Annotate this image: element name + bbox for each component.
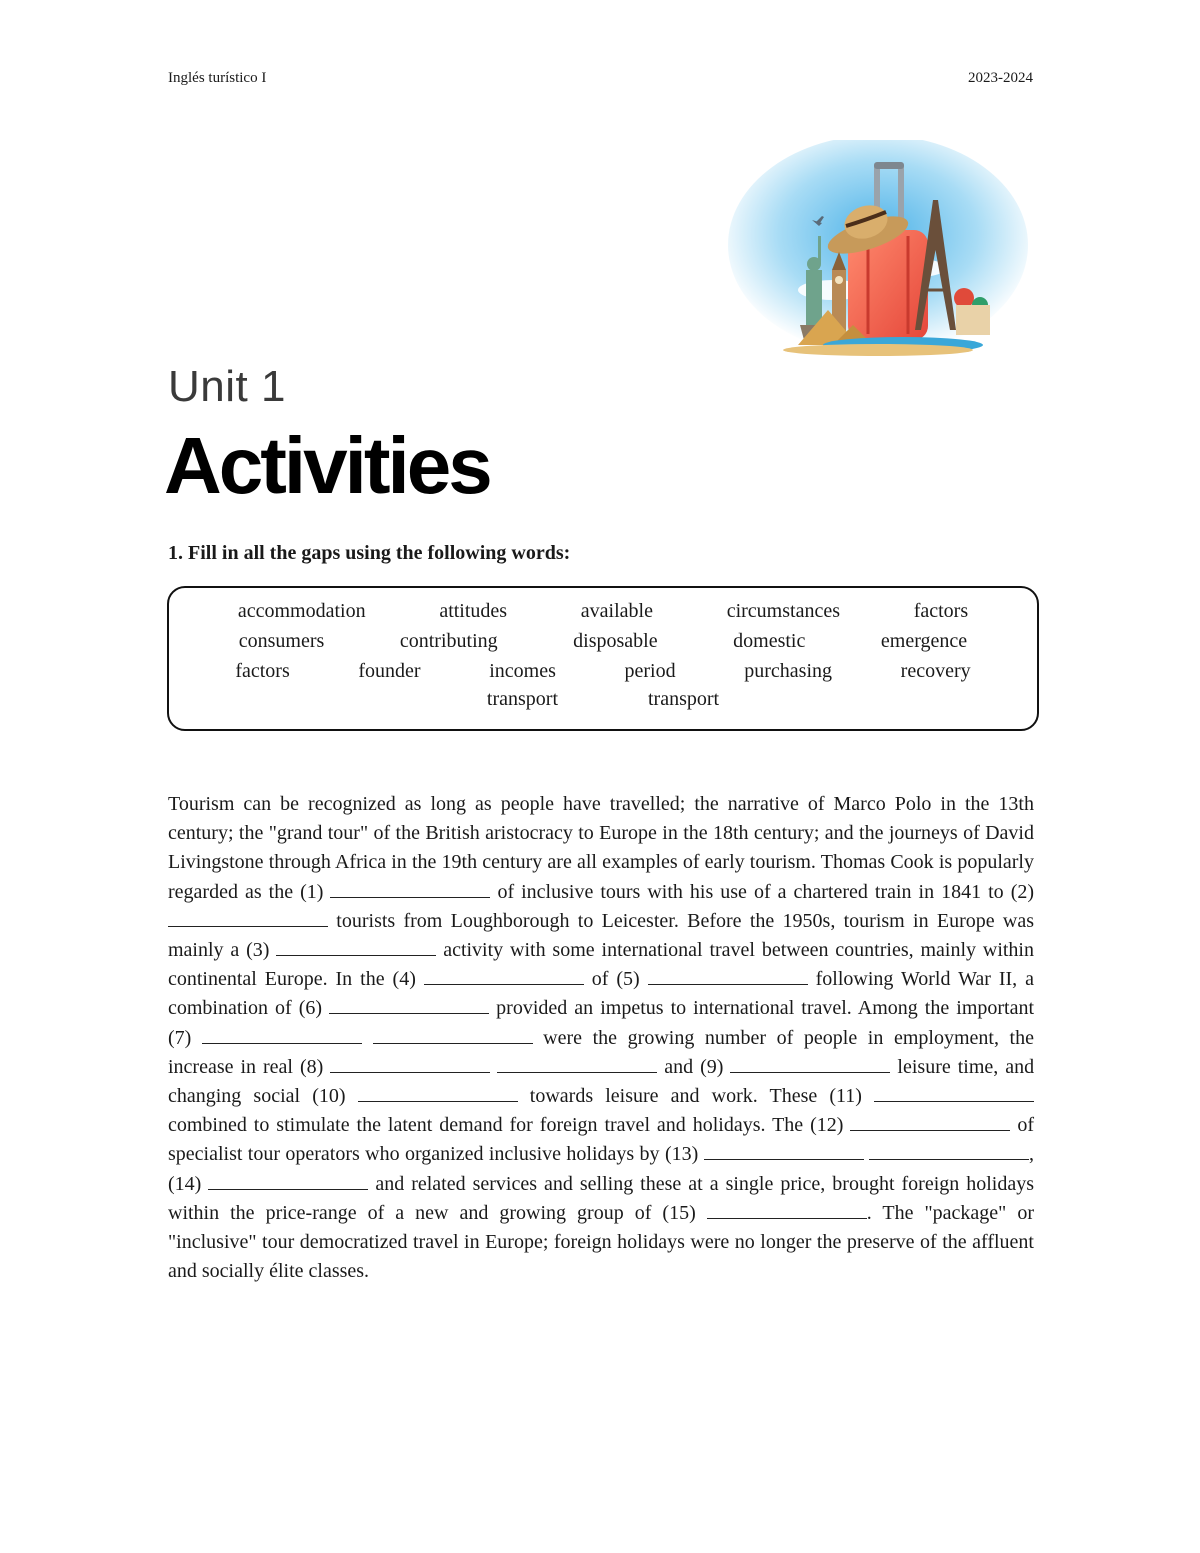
gap-blank[interactable] xyxy=(850,1112,1010,1131)
unit-label: Unit 1 xyxy=(168,362,286,411)
passage-text: following World War II, a combination of xyxy=(168,968,1034,1020)
passage-text: of specialist tour operators who organized inclusive holidays by xyxy=(168,1114,1034,1166)
word-bank-item: accommodation xyxy=(237,600,366,622)
page-title: Activities xyxy=(164,421,490,510)
passage-text: tourists from Loughborough to Leicester. Before the 1950s, tourism in Europe was mainly a xyxy=(168,909,1035,962)
gap-number: (7) xyxy=(168,1026,192,1049)
exercise-instruction: 1. Fill in all the gaps using the following words: xyxy=(168,542,571,564)
passage-text: activity with some international travel between countries, mainly within continental Europe. In the xyxy=(168,939,1034,991)
passage-text: , xyxy=(1029,1143,1035,1166)
gap-number: (2) xyxy=(1010,880,1035,903)
word-bank-row xyxy=(169,630,1037,653)
word-bank xyxy=(167,586,1039,731)
gap-blank[interactable] xyxy=(330,1054,490,1073)
gap-number: (6) xyxy=(298,997,323,1020)
gap-blank[interactable] xyxy=(704,1141,864,1160)
gap-blank[interactable] xyxy=(424,966,584,985)
passage-text: provided an impetus to international travel. Among the important xyxy=(496,997,1035,1020)
word-bank-row xyxy=(169,688,1037,711)
word-bank-item: transport xyxy=(486,688,558,710)
gap-number: (5) xyxy=(616,968,640,991)
gap-blank[interactable] xyxy=(202,1025,362,1044)
word-bank-row xyxy=(169,660,1037,683)
academic-year: 2023-2024 xyxy=(968,70,1033,86)
passage-text: Tourism can be recognized as long as people have travelled; the narrative of Marco Polo in the 13th century; the "grand tour" of the British aristocracy to Europe in the 18th century; and the journeys of David Livingstone through Africa in the 19th century are all examples of early tourism. Thomas Cook is popularly regarded as the xyxy=(168,793,1034,903)
passage-text: combined to stimulate the latent demand for foreign travel and holidays. The xyxy=(168,1114,804,1137)
word-bank-item: domestic xyxy=(733,630,806,652)
gap-number: (8) xyxy=(299,1055,324,1078)
gap-blank[interactable] xyxy=(730,1054,890,1073)
passage-text: of inclusive tours with his use of a chartered train in 1841 to xyxy=(497,880,1004,903)
gap-blank[interactable] xyxy=(869,1141,1029,1160)
gap-number: (1) xyxy=(300,880,324,903)
gap-blank[interactable] xyxy=(373,1025,533,1044)
gap-number: (9) xyxy=(700,1055,724,1078)
word-bank-item: contributing xyxy=(399,630,498,652)
gap-blank[interactable] xyxy=(168,908,328,927)
travel-illustration xyxy=(728,140,1028,360)
gap-number: (3) xyxy=(246,939,270,962)
gap-blank[interactable] xyxy=(208,1171,368,1190)
passage-text: towards leisure and work. These xyxy=(529,1085,818,1108)
passage-text: were the growing number of people in employment, the increase in real xyxy=(168,1026,1034,1078)
passage-text: of xyxy=(591,968,609,991)
passage-text: and xyxy=(664,1055,694,1078)
course-name: Inglés turístico I xyxy=(168,70,267,86)
word-bank-item: factors xyxy=(235,660,290,682)
gap-number: (4) xyxy=(392,968,416,991)
word-bank-item: recovery xyxy=(900,660,971,682)
word-bank-item: emergence xyxy=(880,630,968,652)
passage-text: and related services and selling these at a single price, brought foreign holidays within the price-range of a new and growing group of xyxy=(168,1172,1035,1224)
word-bank-item: available xyxy=(580,600,653,622)
gap-blank[interactable] xyxy=(874,1083,1034,1102)
gap-number: (14) xyxy=(168,1172,202,1195)
gap-blank[interactable] xyxy=(707,1200,867,1219)
word-bank-item: circumstances xyxy=(726,600,840,622)
gap-number: (13) xyxy=(664,1143,699,1166)
word-bank-row xyxy=(169,600,1037,623)
word-bank-item: attitudes xyxy=(439,600,508,622)
word-bank-item: founder xyxy=(358,660,421,682)
word-bank-item: factors xyxy=(913,600,969,622)
gap-number: (12) xyxy=(810,1114,844,1137)
gap-fill-passage xyxy=(168,790,1034,1286)
passage-text: . The "package" or "inclusive" tour democratized travel in Europe; foreign holidays were no longer the preserve of the affluent and socially élite classes. xyxy=(168,1201,1035,1283)
word-bank-item: consumers xyxy=(238,630,325,652)
gap-number: (15) xyxy=(662,1201,696,1224)
word-bank-item: disposable xyxy=(573,630,658,652)
gap-blank[interactable] xyxy=(330,879,490,898)
word-bank-item: transport xyxy=(648,688,720,710)
word-bank-item: incomes xyxy=(489,660,556,682)
gap-number: (11) xyxy=(829,1085,862,1108)
gap-blank[interactable] xyxy=(329,995,489,1014)
gap-blank[interactable] xyxy=(648,966,808,985)
suitcase-landmarks-illustration xyxy=(728,140,1028,360)
passage-text: leisure time, and changing social xyxy=(168,1055,1035,1108)
gap-blank[interactable] xyxy=(497,1054,657,1073)
gap-blank[interactable] xyxy=(358,1083,518,1102)
gap-blank[interactable] xyxy=(276,937,436,956)
word-bank-item: purchasing xyxy=(744,660,833,682)
page-header xyxy=(168,70,1033,92)
word-bank-item: period xyxy=(624,660,676,682)
gap-number: (10) xyxy=(312,1085,346,1108)
